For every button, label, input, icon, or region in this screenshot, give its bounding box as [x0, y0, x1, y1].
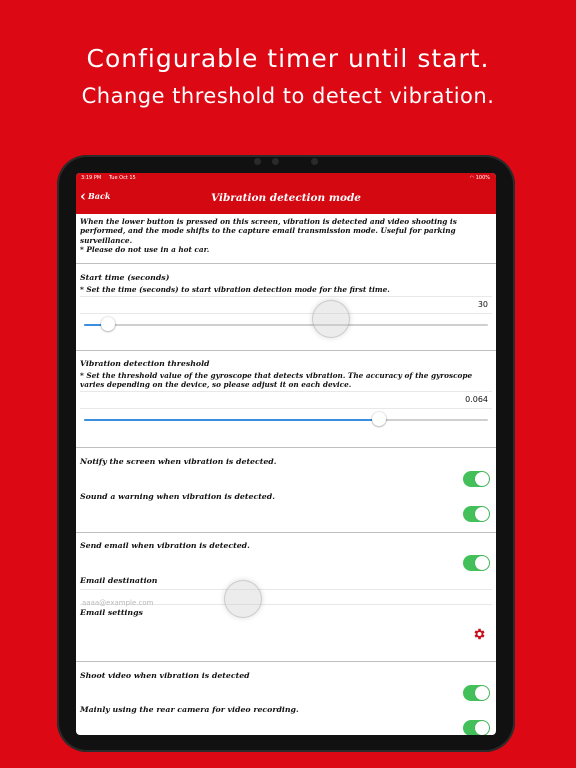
back-label: Back [88, 191, 111, 201]
email-section [76, 533, 496, 662]
notify-section [76, 448, 496, 533]
wifi-icon: ◠ [469, 175, 474, 181]
threshold-label: Vibration detection threshold [80, 359, 210, 368]
toggle-knob [475, 507, 489, 521]
email-destination-field[interactable] [80, 589, 492, 605]
notify-screen-label: Notify the screen when vibration is detected. [80, 457, 277, 466]
slider-track [84, 324, 488, 326]
shoot-video-toggle[interactable] [463, 685, 490, 701]
send-email-toggle[interactable] [463, 555, 490, 571]
threshold-desc: * Set the threshold value of the gyroscope that detects vibration. The accuracy of the gyroscope varies depending on the device, so please adjust it on each device. [80, 371, 473, 390]
status-time: 3:19 PM [81, 175, 102, 181]
shoot-video-label: Shoot video when vibration is detected [80, 671, 250, 680]
slider-thumb[interactable] [101, 317, 115, 331]
toggle-knob [475, 721, 489, 735]
camera-lens [272, 158, 279, 165]
start-time-section [76, 264, 496, 351]
toggle-knob [475, 556, 489, 570]
start-time-value: 30 [477, 300, 488, 310]
start-time-slider[interactable] [84, 314, 488, 336]
email-destination-label: Email destination [80, 576, 158, 585]
start-time-field[interactable] [80, 296, 492, 314]
threshold-section [76, 351, 496, 448]
intro-note: * Please do not use in a hot car. [80, 244, 210, 254]
headline-line1: Configurable timer until start. [86, 44, 490, 73]
page-title: Vibration detection mode [211, 192, 361, 204]
slider-fill [84, 419, 379, 421]
start-time-desc: * Set the time (seconds) to start vibration detection mode for the first time. [80, 285, 390, 294]
status-bar [76, 173, 496, 184]
chevron-left-icon: ‹ [80, 187, 86, 205]
threshold-value: 0.064 [465, 394, 488, 404]
slider-thumb[interactable] [372, 412, 386, 426]
toggle-knob [475, 686, 489, 700]
rear-camera-label: Mainly using the rear camera for video recording. [80, 705, 299, 714]
status-battery: 100% [475, 175, 490, 181]
status-date: Tue Oct 15 [109, 175, 136, 181]
rear-camera-toggle[interactable] [463, 720, 490, 735]
headline-line2: Change threshold to detect vibration. [81, 84, 495, 108]
sensor-dot [311, 158, 318, 165]
video-section [76, 662, 496, 735]
threshold-slider[interactable] [84, 409, 488, 431]
send-email-label: Send email when vibration is detected. [80, 541, 250, 550]
app-screen [76, 173, 496, 735]
sensor-dot [254, 158, 261, 165]
gear-icon[interactable] [472, 627, 486, 641]
email-settings-label: Email settings [80, 608, 143, 617]
intro-text: When the lower button is pressed on this screen, vibration is detected and video shooting is performed, and the mode shifts to the capture email transmission mode. Useful for parking surveillance. [80, 217, 457, 245]
toggle-knob [475, 472, 489, 486]
touch-indicator [312, 300, 350, 338]
start-time-label: Start time (seconds) [80, 273, 170, 282]
sound-warning-toggle[interactable] [463, 506, 490, 522]
intro-section [76, 214, 496, 264]
notify-screen-toggle[interactable] [463, 471, 490, 487]
threshold-field[interactable] [80, 391, 492, 409]
settings-content [76, 214, 496, 735]
touch-indicator [224, 580, 262, 618]
sound-warning-label: Sound a warning when vibration is detected. [80, 492, 275, 501]
nav-bar [76, 184, 496, 214]
